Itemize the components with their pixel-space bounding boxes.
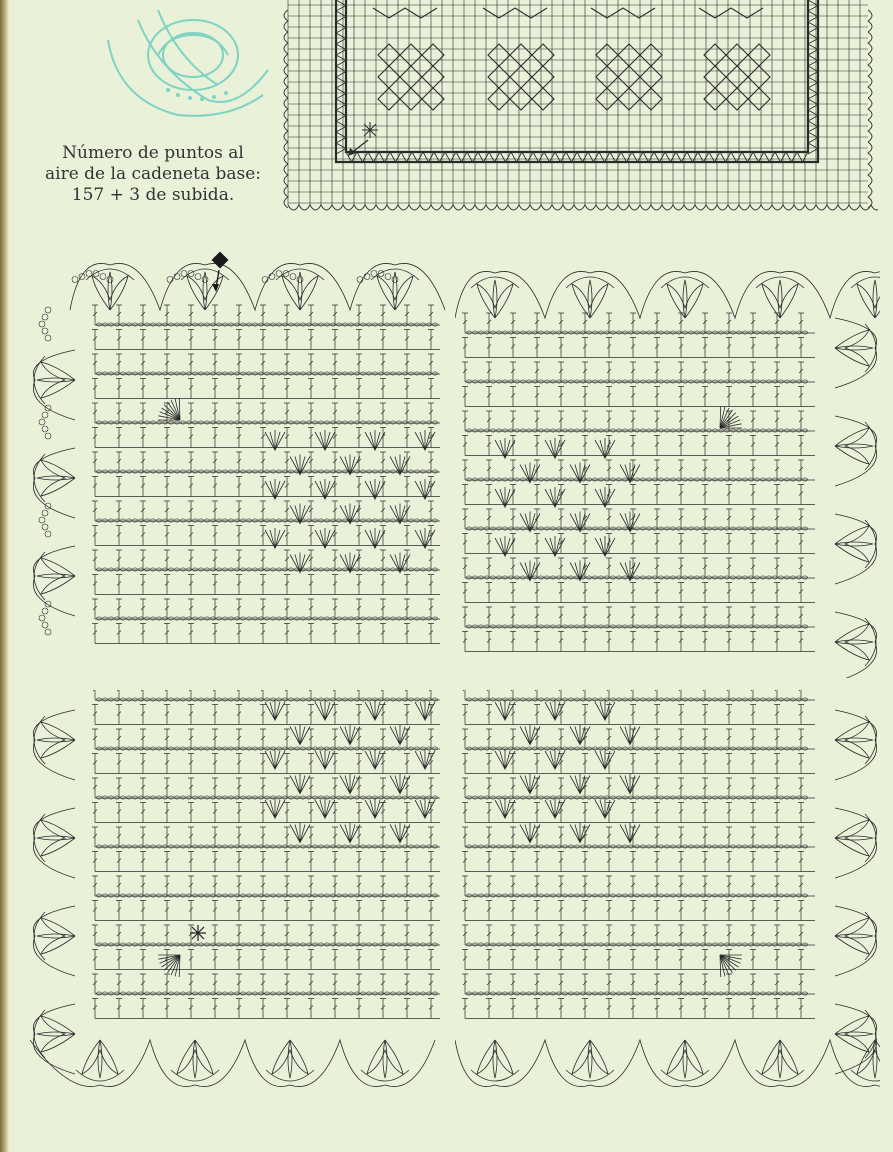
page-binding-edge bbox=[0, 0, 9, 1152]
crochet-motif-illustration bbox=[98, 0, 274, 122]
chain-count-caption bbox=[40, 143, 266, 206]
diagram-quadrant-bottom-left bbox=[30, 690, 450, 1100]
diagram-quadrant-top-left bbox=[30, 250, 450, 675]
caption-line-1: Número de puntos al bbox=[62, 143, 244, 163]
caption-line-3: 157 + 3 de subida. bbox=[71, 185, 235, 205]
asterisk-icon bbox=[189, 924, 207, 942]
start-marker bbox=[208, 252, 234, 294]
filet-grid-chart bbox=[278, 0, 878, 224]
diagram-quadrant-top-right bbox=[455, 258, 880, 678]
diagram-quadrant-bottom-right bbox=[455, 690, 880, 1100]
caption-line-2: aire de la cadeneta base: bbox=[45, 164, 261, 184]
down-arrow-icon bbox=[212, 270, 219, 292]
start-diamond-icon bbox=[212, 252, 229, 268]
